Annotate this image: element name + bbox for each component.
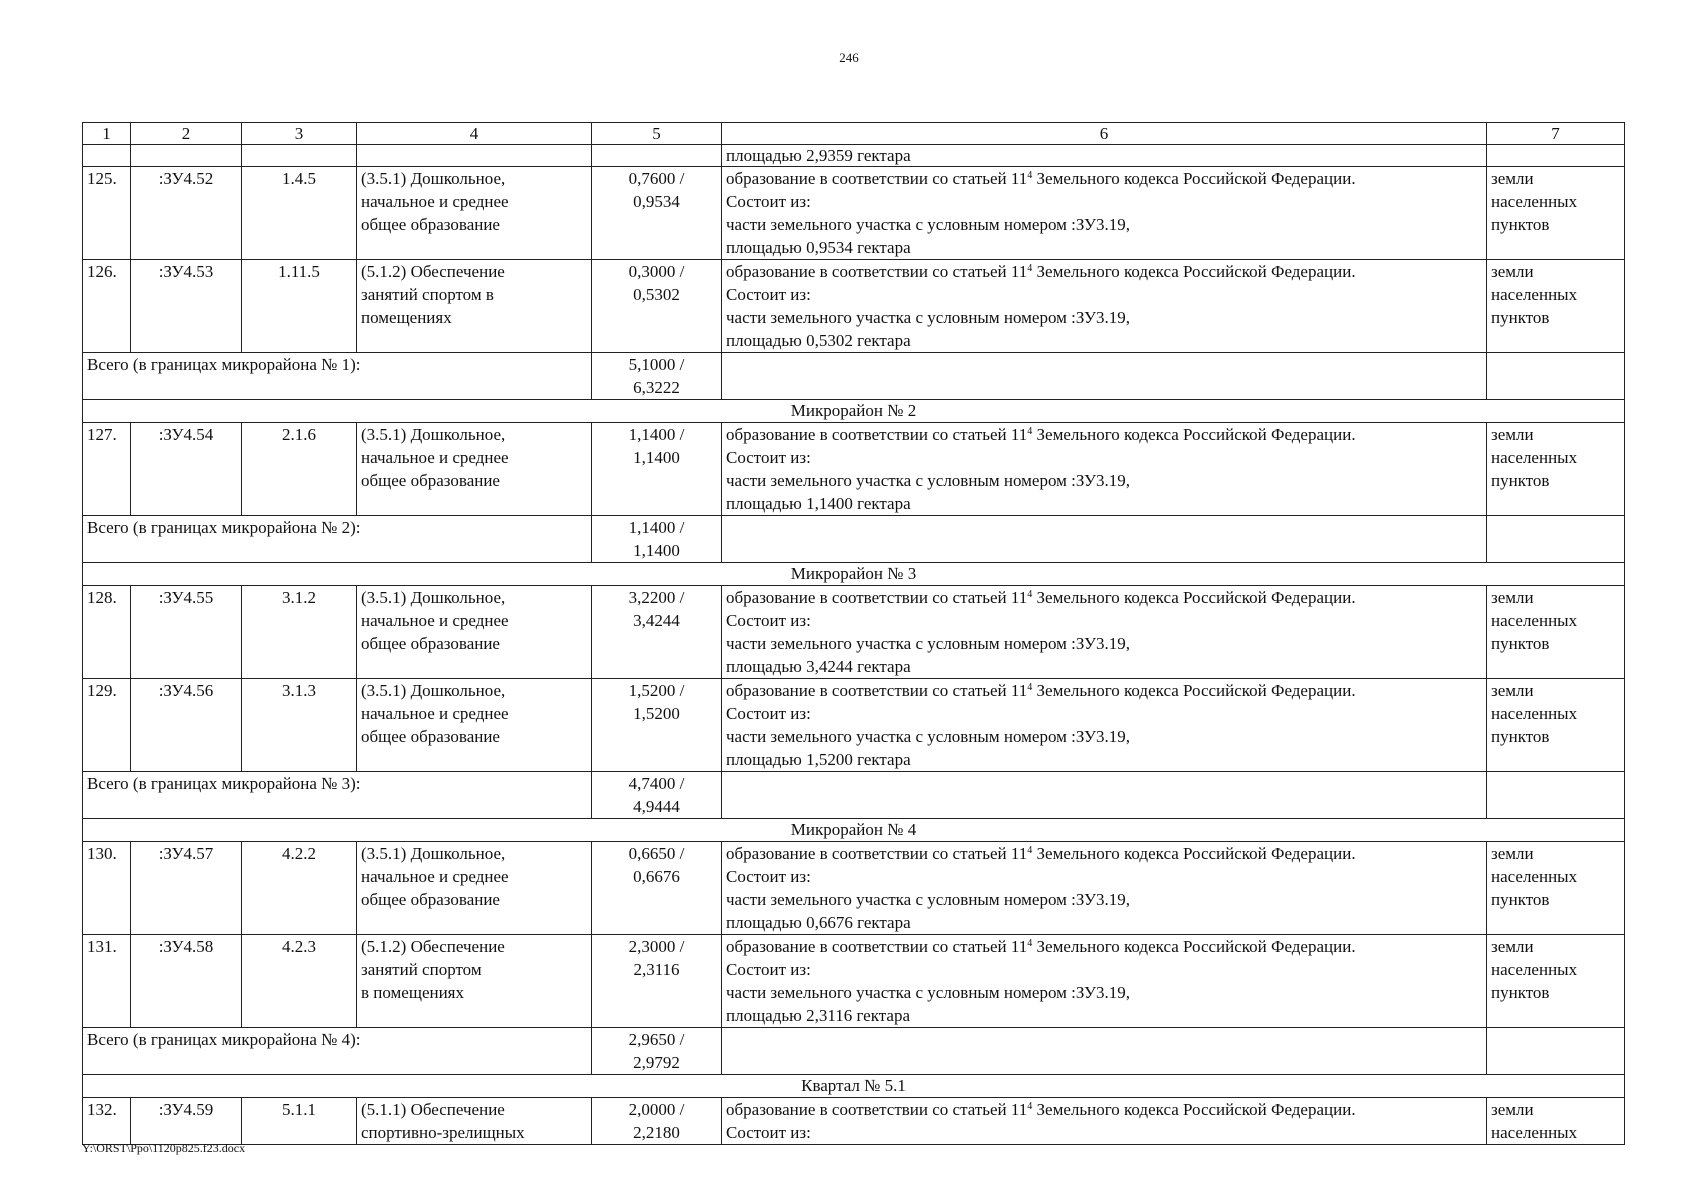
description-line <box>726 260 1482 283</box>
plot-area-line: 1,5200 <box>633 704 680 723</box>
description-line: площадью 0,6676 гектара <box>726 913 911 932</box>
file-path-footer: Y:\ORST\Ppo\1120p825.f23.docx <box>82 1141 246 1155</box>
land-category <box>1487 586 1625 679</box>
land-category <box>1487 679 1625 772</box>
total-area <box>592 772 722 819</box>
table-row <box>83 842 1625 935</box>
permitted-use-line: в помещениях <box>361 983 465 1002</box>
permitted-use-line: занятий спортом <box>361 960 482 979</box>
land-category-line: населенных <box>1491 1123 1578 1142</box>
land-category <box>1487 842 1625 935</box>
permitted-use-line: общее образование <box>361 215 500 234</box>
plot-code: :ЗУ4.54 <box>131 423 242 516</box>
plot-area-line: 1,1400 <box>633 448 680 467</box>
plot-area <box>592 679 722 772</box>
description-prefix: образование в соответствии со статьей 11 <box>726 1100 1028 1119</box>
land-category-line: населенных <box>1491 192 1578 211</box>
land-category-line: земли <box>1491 425 1534 444</box>
permitted-use-line: начальное и среднее <box>361 867 509 886</box>
header-cell: 5 <box>592 123 722 145</box>
description-suffix: Земельного кодекса Российской Федерации. <box>1032 425 1356 444</box>
plot-area-line: 2,3116 <box>633 960 680 979</box>
plot-subnumber: 4.2.3 <box>242 935 357 1028</box>
row-number: 132. <box>83 1098 131 1145</box>
total-area-line: 5,1000 / <box>628 355 685 374</box>
section-title: Микрорайон № 3 <box>83 563 1625 586</box>
plot-area-line: 0,3000 / <box>628 262 685 281</box>
table-row <box>83 679 1625 772</box>
header-cell: 2 <box>131 123 242 145</box>
plot-area-line: 0,5302 <box>633 285 680 304</box>
formation-description <box>722 167 1487 260</box>
header-cell: 6 <box>722 123 1487 145</box>
plot-code: :ЗУ4.53 <box>131 260 242 353</box>
formation-description <box>722 935 1487 1028</box>
empty-cell <box>1487 1028 1625 1075</box>
plot-area-line: 3,4244 <box>633 611 680 630</box>
description-line: Состоит из: <box>726 448 811 467</box>
section-title: Микрорайон № 4 <box>83 819 1625 842</box>
empty-cell <box>1487 516 1625 563</box>
section-row <box>83 400 1625 423</box>
total-area-line: 2,9792 <box>633 1053 680 1072</box>
total-area-line: 4,9444 <box>633 797 680 816</box>
land-category-line: пунктов <box>1491 308 1550 327</box>
formation-description <box>722 1098 1487 1145</box>
plot-subnumber: 1.4.5 <box>242 167 357 260</box>
description-line: Состоит из: <box>726 1123 811 1142</box>
permitted-use-line: начальное и среднее <box>361 704 509 723</box>
description-line <box>726 679 1482 702</box>
land-category-line: пунктов <box>1491 215 1550 234</box>
land-plot-table <box>82 122 1625 1145</box>
permitted-use-line: занятий спортом в <box>361 285 494 304</box>
total-area-line: 4,7400 / <box>628 774 685 793</box>
formation-description <box>722 842 1487 935</box>
permitted-use-line: помещениях <box>361 308 452 327</box>
empty-cell <box>592 145 722 167</box>
land-category-line: пунктов <box>1491 983 1550 1002</box>
land-category-line: пунктов <box>1491 471 1550 490</box>
article-superscript: 4 <box>1027 263 1033 274</box>
land-category <box>1487 423 1625 516</box>
section-row <box>83 819 1625 842</box>
permitted-use-line: общее образование <box>361 471 500 490</box>
description-line: площадью 3,4244 гектара <box>726 657 911 676</box>
plot-area-line: 2,3000 / <box>628 937 685 956</box>
plot-area <box>592 842 722 935</box>
total-row <box>83 772 1625 819</box>
permitted-use <box>357 1098 592 1145</box>
total-area <box>592 353 722 400</box>
table-row <box>83 1098 1625 1145</box>
plot-area-line: 1,5200 / <box>628 681 685 700</box>
plot-code: :ЗУ4.56 <box>131 679 242 772</box>
description-line: площадью 1,5200 гектара <box>726 750 911 769</box>
total-area-line: 1,1400 <box>633 541 680 560</box>
description-line: площадью 1,1400 гектара <box>726 494 911 513</box>
plot-area-line: 3,2200 / <box>628 588 685 607</box>
description-line: площадью 2,3116 гектара <box>726 1006 910 1025</box>
formation-description <box>722 423 1487 516</box>
row-number: 125. <box>83 167 131 260</box>
land-category-line: земли <box>1491 681 1534 700</box>
plot-code: :ЗУ4.57 <box>131 842 242 935</box>
plot-area <box>592 167 722 260</box>
description-line: Состоит из: <box>726 611 811 630</box>
description-line <box>726 586 1482 609</box>
permitted-use-line: (5.1.2) Обеспечение <box>361 937 505 956</box>
permitted-use <box>357 935 592 1028</box>
total-area <box>592 516 722 563</box>
description-line: Состоит из: <box>726 192 811 211</box>
plot-code: :ЗУ4.55 <box>131 586 242 679</box>
permitted-use-line: (3.5.1) Дошкольное, <box>361 169 506 188</box>
description-line: площадью 0,9534 гектара <box>726 238 911 257</box>
land-category-line: пунктов <box>1491 727 1550 746</box>
description-suffix: Земельного кодекса Российской Федерации. <box>1032 262 1356 281</box>
permitted-use-line: общее образование <box>361 727 500 746</box>
plot-code: :ЗУ4.59 <box>131 1098 242 1145</box>
permitted-use-line: (3.5.1) Дошкольное, <box>361 681 506 700</box>
land-category-line: населенных <box>1491 960 1578 979</box>
plot-area <box>592 586 722 679</box>
row-number: 129. <box>83 679 131 772</box>
land-category-line: населенных <box>1491 285 1578 304</box>
total-area-line: 1,1400 / <box>628 518 685 537</box>
land-category <box>1487 1098 1625 1145</box>
article-superscript: 4 <box>1027 589 1033 600</box>
plot-code: :ЗУ4.52 <box>131 167 242 260</box>
article-superscript: 4 <box>1027 1101 1033 1112</box>
plot-area-line: 0,9534 <box>633 192 680 211</box>
permitted-use-line: (3.5.1) Дошкольное, <box>361 844 506 863</box>
description-suffix: Земельного кодекса Российской Федерации. <box>1032 681 1356 700</box>
plot-code: :ЗУ4.58 <box>131 935 242 1028</box>
land-category-line: земли <box>1491 844 1534 863</box>
permitted-use-line: начальное и среднее <box>361 192 509 211</box>
description-line: части земельного участка с условным номером :ЗУ3.19, <box>726 634 1130 653</box>
empty-cell <box>1487 353 1625 400</box>
plot-area-line: 0,6676 <box>633 867 680 886</box>
table-row <box>83 423 1625 516</box>
land-category-line: земли <box>1491 1100 1534 1119</box>
permitted-use-line: общее образование <box>361 634 500 653</box>
table-body <box>83 123 1625 1145</box>
description-suffix: Земельного кодекса Российской Федерации. <box>1032 844 1356 863</box>
row-number: 127. <box>83 423 131 516</box>
land-category-line: населенных <box>1491 867 1578 886</box>
formation-description <box>722 586 1487 679</box>
description-line <box>726 423 1482 446</box>
plot-area-line: 0,6650 / <box>628 844 685 863</box>
description-line: части земельного участка с условным номером :ЗУ3.19, <box>726 471 1130 490</box>
description-prefix: образование в соответствии со статьей 11 <box>726 425 1028 444</box>
permitted-use-line: начальное и среднее <box>361 448 509 467</box>
header-row <box>83 123 1625 145</box>
article-superscript: 4 <box>1027 938 1033 949</box>
permitted-use-line: (3.5.1) Дошкольное, <box>361 588 506 607</box>
empty-cell <box>722 1028 1487 1075</box>
article-superscript: 4 <box>1027 845 1033 856</box>
land-category-line: земли <box>1491 588 1534 607</box>
empty-cell <box>357 145 592 167</box>
total-label: Всего (в границах микрорайона № 3): <box>83 772 592 819</box>
description-suffix: Земельного кодекса Российской Федерации. <box>1032 588 1356 607</box>
land-category <box>1487 260 1625 353</box>
description-suffix: Земельного кодекса Российской Федерации. <box>1032 169 1356 188</box>
section-row <box>83 1075 1625 1098</box>
total-label: Всего (в границах микрорайона № 1): <box>83 353 592 400</box>
description-line <box>726 842 1482 865</box>
description-line: Состоит из: <box>726 867 811 886</box>
land-category-line: земли <box>1491 169 1534 188</box>
description-line: части земельного участка с условным номером :ЗУ3.19, <box>726 308 1130 327</box>
plot-area-line: 2,2180 <box>633 1123 680 1142</box>
table-row <box>83 167 1625 260</box>
section-title: Квартал № 5.1 <box>83 1075 1625 1098</box>
article-superscript: 4 <box>1027 682 1033 693</box>
section-title: Микрорайон № 2 <box>83 400 1625 423</box>
description-line: части земельного участка с условным номером :ЗУ3.19, <box>726 890 1130 909</box>
total-label: Всего (в границах микрорайона № 2): <box>83 516 592 563</box>
description-line <box>726 167 1482 190</box>
total-label: Всего (в границах микрорайона № 4): <box>83 1028 592 1075</box>
permitted-use <box>357 260 592 353</box>
empty-cell <box>722 353 1487 400</box>
land-category-line: земли <box>1491 937 1534 956</box>
permitted-use-line: (5.1.2) Обеспечение <box>361 262 505 281</box>
land-category <box>1487 935 1625 1028</box>
land-category-line: населенных <box>1491 704 1578 723</box>
land-category-line: пунктов <box>1491 890 1550 909</box>
plot-area-line: 0,7600 / <box>628 169 685 188</box>
permitted-use <box>357 167 592 260</box>
description-line <box>726 935 1482 958</box>
table-row <box>83 586 1625 679</box>
empty-cell <box>722 516 1487 563</box>
header-cell: 3 <box>242 123 357 145</box>
permitted-use <box>357 586 592 679</box>
plot-area-line: 1,1400 / <box>628 425 685 444</box>
continuation-text: площадью 2,9359 гектара <box>722 145 1487 167</box>
total-area-line: 2,9650 / <box>628 1030 685 1049</box>
permitted-use-line: начальное и среднее <box>361 611 509 630</box>
description-line: Состоит из: <box>726 704 811 723</box>
description-prefix: образование в соответствии со статьей 11 <box>726 844 1028 863</box>
description-prefix: образование в соответствии со статьей 11 <box>726 169 1028 188</box>
description-line <box>726 1098 1482 1121</box>
description-line: Состоит из: <box>726 285 811 304</box>
row-number: 130. <box>83 842 131 935</box>
land-category-line: населенных <box>1491 611 1578 630</box>
section-row <box>83 563 1625 586</box>
total-row <box>83 516 1625 563</box>
plot-subnumber: 2.1.6 <box>242 423 357 516</box>
permitted-use <box>357 423 592 516</box>
description-line: части земельного участка с условным номером :ЗУ3.19, <box>726 727 1130 746</box>
description-line: части земельного участка с условным номером :ЗУ3.19, <box>726 983 1130 1002</box>
plot-subnumber: 1.11.5 <box>242 260 357 353</box>
description-prefix: образование в соответствии со статьей 11 <box>726 681 1028 700</box>
empty-cell <box>131 145 242 167</box>
plot-area <box>592 260 722 353</box>
plot-area <box>592 423 722 516</box>
description-suffix: Земельного кодекса Российской Федерации. <box>1032 1100 1356 1119</box>
description-line: части земельного участка с условным номером :ЗУ3.19, <box>726 215 1130 234</box>
page-number: 246 <box>839 50 859 65</box>
permitted-use-line: спортивно-зрелищных <box>361 1123 525 1142</box>
total-row <box>83 353 1625 400</box>
description-prefix: образование в соответствии со статьей 11 <box>726 588 1028 607</box>
permitted-use-line: общее образование <box>361 890 500 909</box>
description-prefix: образование в соответствии со статьей 11 <box>726 937 1028 956</box>
header-cell: 7 <box>1487 123 1625 145</box>
table-row <box>83 260 1625 353</box>
permitted-use <box>357 679 592 772</box>
row-number: 131. <box>83 935 131 1028</box>
row-number: 128. <box>83 586 131 679</box>
article-superscript: 4 <box>1027 170 1033 181</box>
total-area-line: 6,3222 <box>633 378 680 397</box>
plot-area <box>592 935 722 1028</box>
permitted-use <box>357 842 592 935</box>
empty-cell <box>242 145 357 167</box>
land-category-line: населенных <box>1491 448 1578 467</box>
empty-cell <box>83 145 131 167</box>
empty-cell <box>722 772 1487 819</box>
land-category-line: пунктов <box>1491 634 1550 653</box>
plot-subnumber: 5.1.1 <box>242 1098 357 1145</box>
land-category <box>1487 167 1625 260</box>
description-line: Состоит из: <box>726 960 811 979</box>
header-cell: 1 <box>83 123 131 145</box>
formation-description <box>722 260 1487 353</box>
description-line: площадью 0,5302 гектара <box>726 331 911 350</box>
permitted-use-line: (3.5.1) Дошкольное, <box>361 425 506 444</box>
empty-cell <box>1487 772 1625 819</box>
continuation-row <box>83 145 1625 167</box>
description-suffix: Земельного кодекса Российской Федерации. <box>1032 937 1356 956</box>
plot-subnumber: 3.1.2 <box>242 586 357 679</box>
empty-cell <box>1487 145 1625 167</box>
total-area <box>592 1028 722 1075</box>
plot-subnumber: 3.1.3 <box>242 679 357 772</box>
formation-description <box>722 679 1487 772</box>
total-row <box>83 1028 1625 1075</box>
table-row <box>83 935 1625 1028</box>
description-prefix: образование в соответствии со статьей 11 <box>726 262 1028 281</box>
plot-subnumber: 4.2.2 <box>242 842 357 935</box>
plot-area-line: 2,0000 / <box>628 1100 685 1119</box>
land-category-line: земли <box>1491 262 1534 281</box>
header-cell: 4 <box>357 123 592 145</box>
row-number: 126. <box>83 260 131 353</box>
plot-area <box>592 1098 722 1145</box>
permitted-use-line: (5.1.1) Обеспечение <box>361 1100 505 1119</box>
article-superscript: 4 <box>1027 426 1033 437</box>
